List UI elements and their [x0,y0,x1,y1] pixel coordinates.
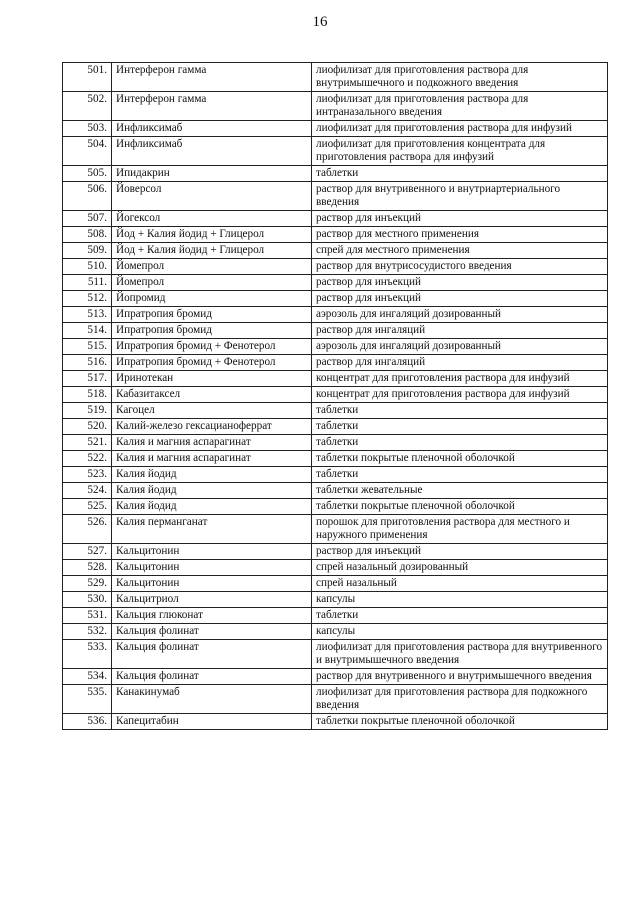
dosage-form: концентрат для приготовления раствора для инфузий [312,387,608,403]
table-row [63,371,608,387]
drug-name: Кагоцел [112,403,312,419]
row-number: 516. [63,355,112,371]
drug-name: Калий-железо гексацианоферрат [112,419,312,435]
dosage-form: спрей для местного применения [312,243,608,259]
drug-name: Калия и магния аспарагинат [112,451,312,467]
row-number: 521. [63,435,112,451]
dosage-form: раствор для внутрисосудистого введения [312,259,608,275]
table-row [63,259,608,275]
dosage-form: раствор для местного применения [312,227,608,243]
drug-name: Кальция фолинат [112,669,312,685]
dosage-form: раствор для инъекций [312,544,608,560]
table-row [63,499,608,515]
row-number: 501. [63,63,112,92]
table-row [63,592,608,608]
drug-name: Ипратропия бромид + Фенотерол [112,339,312,355]
table-row [63,435,608,451]
row-number: 511. [63,275,112,291]
drug-name: Кабазитаксел [112,387,312,403]
table-row [63,483,608,499]
row-number: 506. [63,182,112,211]
dosage-form: спрей назальный дозированный [312,560,608,576]
table-row [63,137,608,166]
dosage-form: лиофилизат для приготовления концентрата для приготовления раствора для инфузий [312,137,608,166]
drug-name: Йомепрол [112,259,312,275]
row-number: 520. [63,419,112,435]
table-row [63,714,608,730]
row-number: 531. [63,608,112,624]
drug-name: Кальцитриол [112,592,312,608]
table-row [63,576,608,592]
dosage-form: концентрат для приготовления раствора для инфузий [312,371,608,387]
row-number: 509. [63,243,112,259]
table-row [63,182,608,211]
drug-list-table [62,62,608,730]
table-row [63,92,608,121]
drug-name: Кальцитонин [112,576,312,592]
row-number: 525. [63,499,112,515]
drug-name: Капецитабин [112,714,312,730]
row-number: 523. [63,467,112,483]
dosage-form: порошок для приготовления раствора для местного и наружного применения [312,515,608,544]
row-number: 534. [63,669,112,685]
dosage-form: раствор для инъекций [312,275,608,291]
table-row [63,387,608,403]
dosage-form: таблетки [312,403,608,419]
dosage-form: таблетки [312,166,608,182]
drug-name: Калия йодид [112,483,312,499]
dosage-form: капсулы [312,624,608,640]
row-number: 508. [63,227,112,243]
drug-name: Йопромид [112,291,312,307]
table-body [63,63,608,730]
row-number: 502. [63,92,112,121]
row-number: 512. [63,291,112,307]
drug-name: Калия и магния аспарагинат [112,435,312,451]
drug-name: Инфликсимаб [112,121,312,137]
row-number: 513. [63,307,112,323]
drug-name: Йод + Калия йодид + Глицерол [112,227,312,243]
dosage-form: лиофилизат для приготовления раствора для внутривенного и внутримышечного введения [312,640,608,669]
drug-name: Инфликсимаб [112,137,312,166]
table-row [63,451,608,467]
drug-name: Иринотекан [112,371,312,387]
row-number: 526. [63,515,112,544]
drug-name: Интерферон гамма [112,63,312,92]
row-number: 505. [63,166,112,182]
dosage-form: аэрозоль для ингаляций дозированный [312,339,608,355]
table-row [63,419,608,435]
row-number: 535. [63,685,112,714]
table-row [63,669,608,685]
row-number: 518. [63,387,112,403]
drug-name: Йомепрол [112,275,312,291]
drug-name: Кальция фолинат [112,624,312,640]
table-row [63,560,608,576]
drug-name: Кальцитонин [112,544,312,560]
dosage-form: таблетки покрытые пленочной оболочкой [312,499,608,515]
table-row [63,640,608,669]
dosage-form: лиофилизат для приготовления раствора для интраназального введения [312,92,608,121]
table-row [63,323,608,339]
table-row [63,624,608,640]
drug-name: Ипратропия бромид + Фенотерол [112,355,312,371]
dosage-form: таблетки [312,435,608,451]
row-number: 532. [63,624,112,640]
dosage-form: таблетки [312,419,608,435]
table-row [63,339,608,355]
row-number: 528. [63,560,112,576]
table-row [63,291,608,307]
drug-name: Йод + Калия йодид + Глицерол [112,243,312,259]
row-number: 522. [63,451,112,467]
dosage-form: раствор для инъекций [312,291,608,307]
table-row [63,211,608,227]
table-row [63,307,608,323]
dosage-form: аэрозоль для ингаляций дозированный [312,307,608,323]
drug-name: Ипидакрин [112,166,312,182]
dosage-form: раствор для внутривенного и внутриартериального введения [312,182,608,211]
drug-name: Калия йодид [112,467,312,483]
row-number: 507. [63,211,112,227]
row-number: 527. [63,544,112,560]
dosage-form: лиофилизат для приготовления раствора для инфузий [312,121,608,137]
row-number: 530. [63,592,112,608]
table-row [63,166,608,182]
dosage-form: лиофилизат для приготовления раствора для внутримышечного и подкожного введения [312,63,608,92]
table-row [63,544,608,560]
dosage-form: спрей назальный [312,576,608,592]
table-row [63,403,608,419]
dosage-form: раствор для ингаляций [312,323,608,339]
row-number: 510. [63,259,112,275]
dosage-form: таблетки покрытые пленочной оболочкой [312,714,608,730]
row-number: 515. [63,339,112,355]
drug-name: Интерферон гамма [112,92,312,121]
dosage-form: раствор для ингаляций [312,355,608,371]
dosage-form: лиофилизат для приготовления раствора для подкожного введения [312,685,608,714]
dosage-form: таблетки [312,467,608,483]
table-row [63,685,608,714]
drug-name: Кальцитонин [112,560,312,576]
drug-name: Йогексол [112,211,312,227]
dosage-form: капсулы [312,592,608,608]
row-number: 524. [63,483,112,499]
row-number: 536. [63,714,112,730]
row-number: 514. [63,323,112,339]
dosage-form: раствор для внутривенного и внутримышечного введения [312,669,608,685]
table-row [63,515,608,544]
dosage-form: таблетки покрытые пленочной оболочкой [312,451,608,467]
row-number: 533. [63,640,112,669]
dosage-form: таблетки [312,608,608,624]
table-row [63,467,608,483]
table-row [63,63,608,92]
drug-name: Ипратропия бромид [112,307,312,323]
drug-name: Калия йодид [112,499,312,515]
table-row [63,243,608,259]
row-number: 519. [63,403,112,419]
drug-name: Канакинумаб [112,685,312,714]
dosage-form: раствор для инъекций [312,211,608,227]
drug-name: Йоверсол [112,182,312,211]
row-number: 504. [63,137,112,166]
table-row [63,275,608,291]
table-row [63,121,608,137]
table-row [63,355,608,371]
row-number: 517. [63,371,112,387]
page-number: 16 [312,14,328,30]
row-number: 529. [63,576,112,592]
drug-name: Ипратропия бромид [112,323,312,339]
row-number: 503. [63,121,112,137]
drug-name: Кальция глюконат [112,608,312,624]
table-row [63,608,608,624]
drug-name: Калия перманганат [112,515,312,544]
dosage-form: таблетки жевательные [312,483,608,499]
drug-name: Кальция фолинат [112,640,312,669]
table-row [63,227,608,243]
